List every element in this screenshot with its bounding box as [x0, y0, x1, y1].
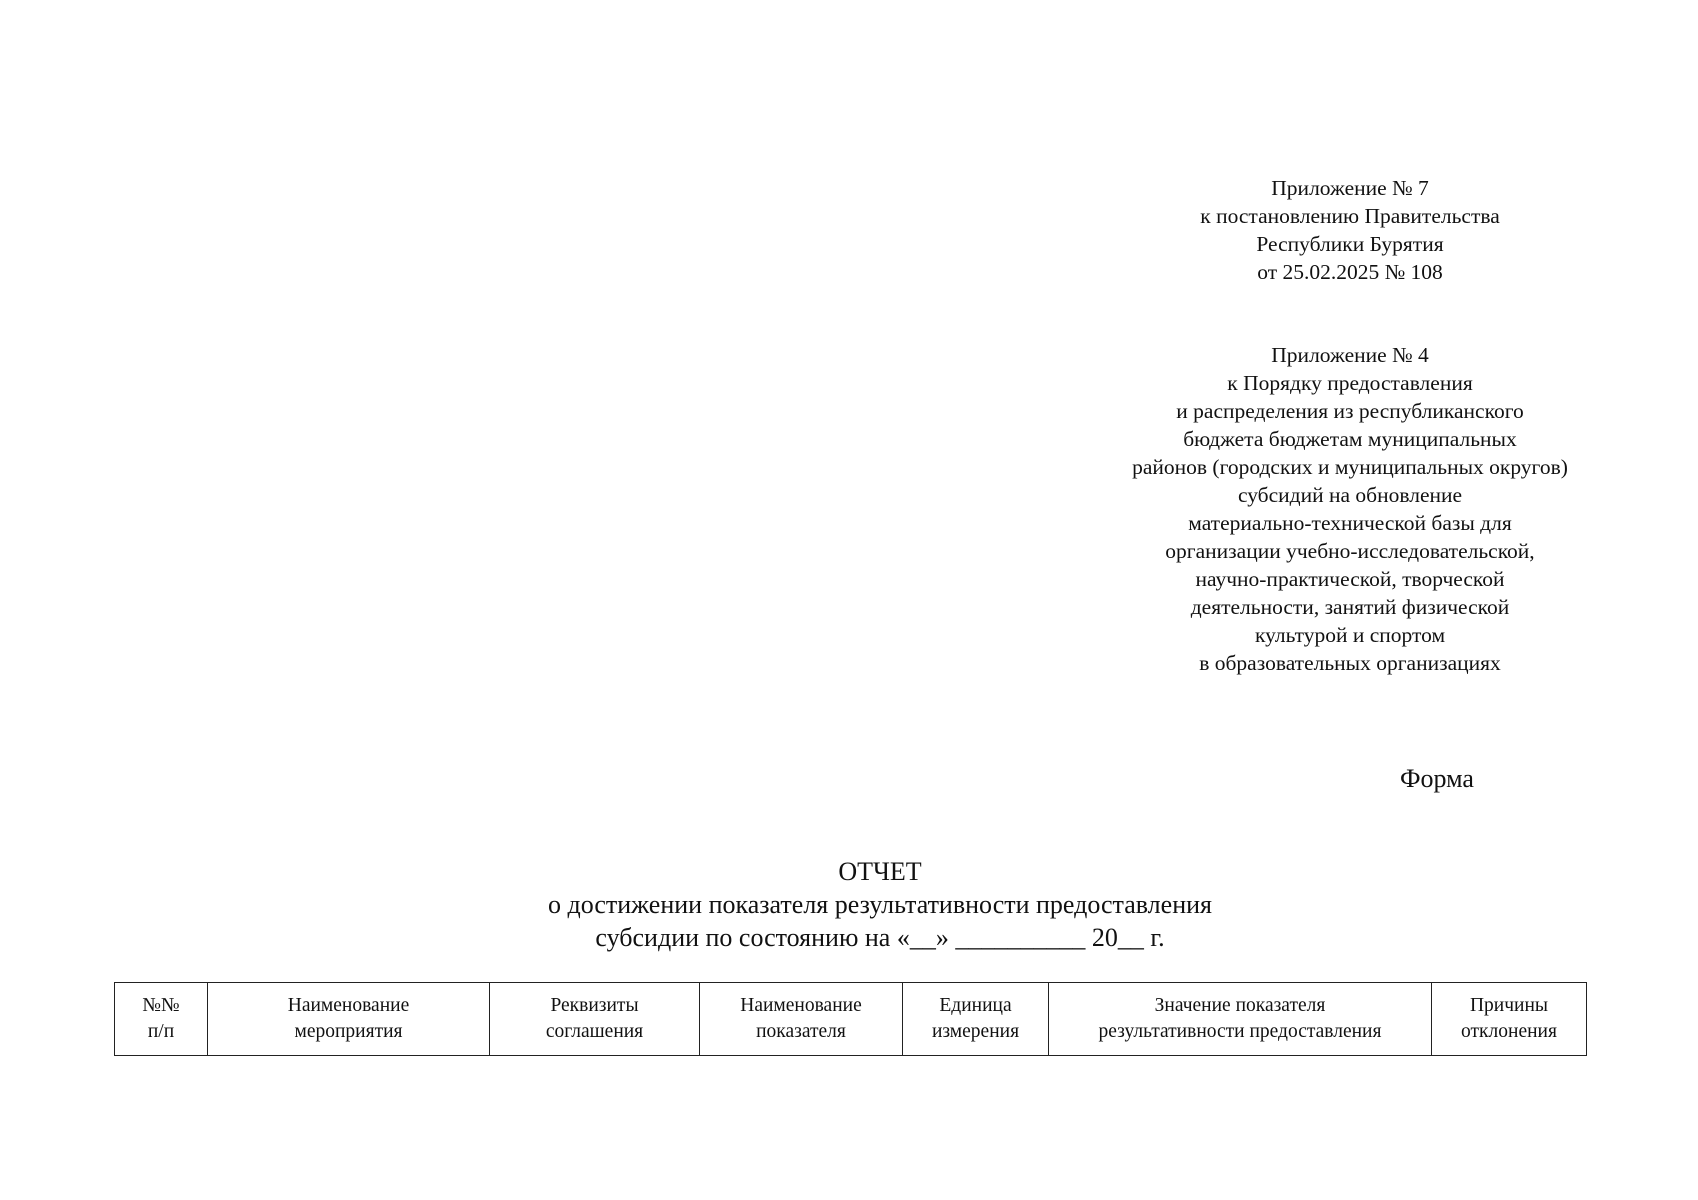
appendix-4-line: организации учебно-исследовательской, — [1165, 539, 1535, 563]
column-header-unit: Единица измерения — [903, 983, 1049, 1056]
appendix-4-line: материально-технической базы для — [1188, 511, 1512, 535]
appendix-4-line: бюджета бюджетам муниципальных — [1183, 427, 1517, 451]
appendix-4-line: районов (городских и муниципальных округов) — [1132, 455, 1568, 479]
appendix-4-line: научно-практической, творческой — [1195, 567, 1505, 591]
column-header-number: №№ п/п — [115, 983, 208, 1056]
appendix-4-line: к Порядку предоставления — [1227, 371, 1473, 395]
appendix-7-header — [1130, 174, 1570, 286]
report-subtitle-line-2: субсидии по состоянию на «__» __________ 20__ г. — [595, 923, 1165, 952]
table-header-row — [115, 983, 1587, 1056]
form-label: Форма — [1400, 764, 1474, 793]
report-title-block — [380, 855, 1380, 954]
appendix-7-line: к постановлению Правительства — [1200, 204, 1500, 228]
appendix-4-line: деятельности, занятий физической — [1190, 595, 1510, 619]
appendix-4-line: Приложение № 4 — [1271, 343, 1429, 367]
column-header-agreement-details: Реквизиты соглашения — [490, 983, 700, 1056]
appendix-4-line: в образовательных организациях — [1199, 651, 1501, 675]
appendix-4-line: культурой и спортом — [1254, 623, 1446, 647]
report-table — [114, 982, 1587, 1056]
report-subtitle-line-1: о достижении показателя результативности предоставления — [547, 890, 1212, 919]
appendix-7-line: Республики Бурятия — [1256, 232, 1444, 256]
appendix-4-line: субсидий на обновление — [1237, 483, 1463, 507]
report-title: ОТЧЕТ — [838, 857, 922, 886]
column-header-indicator-value: Значение показателя результативности предоставления — [1049, 983, 1432, 1056]
appendix-4-header — [1040, 341, 1660, 677]
column-header-event-name: Наименование мероприятия — [208, 983, 490, 1056]
appendix-7-line: от 25.02.2025 № 108 — [1257, 260, 1443, 284]
appendix-4-line: и распределения из республиканского — [1176, 399, 1524, 423]
column-header-indicator-name: Наименование показателя — [700, 983, 903, 1056]
column-header-deviation-reasons: Причины отклонения — [1432, 983, 1587, 1056]
appendix-7-line: Приложение № 7 — [1271, 176, 1429, 200]
